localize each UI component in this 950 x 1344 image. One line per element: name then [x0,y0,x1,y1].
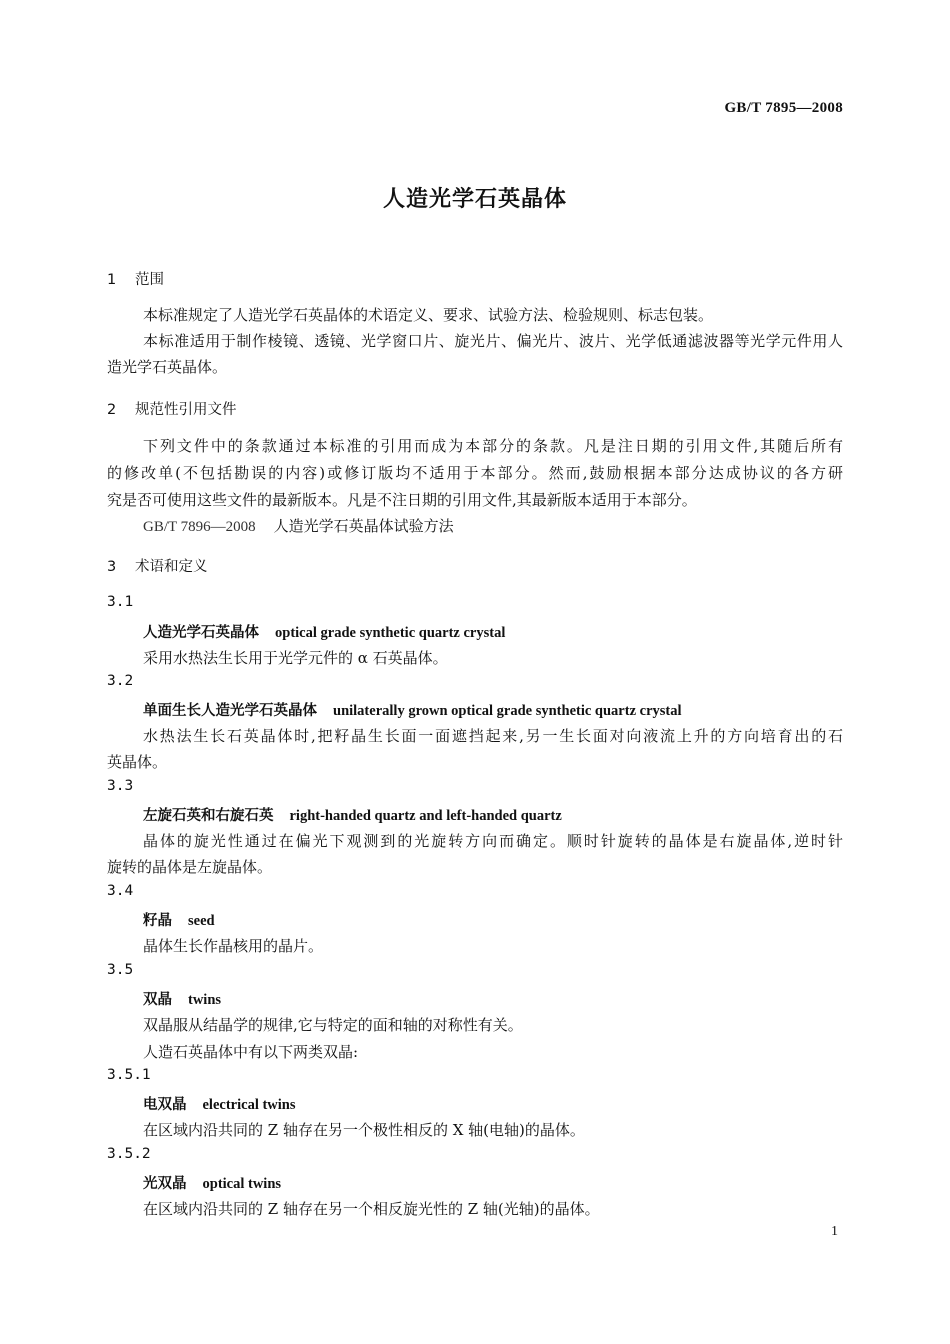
term-en: unilaterally grown optical grade synthetic quartz crystal [333,703,682,719]
term-heading [143,909,215,930]
section-number: 2 [107,402,117,418]
term-definition: 水热法生长石英晶体时,把籽晶生长面一面遮挡起来,另一生长面对向液流上升的方向培育出的石 [143,727,843,745]
term-heading [143,988,221,1009]
section-3-heading [107,555,208,576]
term-definition: 晶体生长作晶核用的晶片。 [143,937,324,955]
term-heading [143,621,505,642]
paragraph-continued: 的修改单(不包括勘误的内容)或修订版均不适用于本部分。然而,鼓励根据本部分达成协议的各方研 [107,464,843,482]
clause-number: 3.4 [107,883,134,899]
paragraph-continued: 造光学石英晶体。 [107,358,228,376]
section-title: 范围 [135,272,164,288]
term-definition-continued: 英晶体。 [107,753,168,771]
clause-number: 3.5.1 [107,1067,151,1083]
reference-title: 人造光学石英晶体试验方法 [273,517,454,535]
page-number: 1 [831,1224,838,1239]
term-zh: 人造光学石英晶体 [143,625,259,641]
section-title: 术语和定义 [135,559,208,575]
term-en: electrical twins [202,1097,296,1113]
section-number: 1 [107,272,117,288]
term-definition: 在区域内沿共同的 Z 轴存在另一个极性相反的 X 轴(电轴)的晶体。 [143,1121,585,1139]
section-title: 规范性引用文件 [135,402,237,418]
term-en: right-handed quartz and left-handed quartz [289,808,562,824]
term-zh: 籽晶 [143,913,172,929]
section-1-heading [107,268,164,289]
clause-number: 3.5 [107,962,134,978]
paragraph: 本标准适用于制作棱镜、透镜、光学窗口片、旋光片、偏光片、波片、光学低通滤波器等光学元件用人 [143,332,843,350]
clause-number: 3.1 [107,594,134,610]
term-definition: 晶体的旋光性通过在偏光下观测到的光旋转方向而确定。顺时针旋转的晶体是右旋晶体,逆时针 [143,832,843,850]
term-en: optical grade synthetic quartz crystal [275,625,506,641]
term-en: optical twins [202,1176,282,1192]
paragraph: 下列文件中的条款通过本标准的引用而成为本部分的条款。凡是注日期的引用文件,其随后所有 [143,437,843,455]
term-definition: 人造石英晶体中有以下两类双晶: [143,1043,359,1061]
term-definition: 在区域内沿共同的 Z 轴存在另一个相反旋光性的 Z 轴(光轴)的晶体。 [143,1200,600,1218]
term-heading [143,1093,296,1114]
document-title: 人造光学石英晶体 [382,187,567,212]
term-definition-continued: 旋转的晶体是左旋晶体。 [107,858,273,876]
reference-code: GB/T 7896—2008 [143,519,256,535]
normative-reference [143,515,454,536]
term-en: seed [188,913,215,929]
clause-number: 3.2 [107,673,134,689]
term-zh: 电双晶 [143,1097,187,1113]
paragraph: 本标准规定了人造光学石英晶体的术语定义、要求、试验方法、检验规则、标志包装。 [143,306,714,324]
term-heading [143,699,682,720]
standard-number: GB/T 7895—2008 [724,100,843,116]
clause-number: 3.3 [107,778,134,794]
paragraph-continued: 究是否可使用这些文件的最新版本。凡是不注日期的引用文件,其最新版本适用于本部分。 [107,491,697,509]
section-2-heading [107,398,237,419]
term-zh: 左旋石英和右旋石英 [143,808,274,824]
term-zh: 光双晶 [143,1176,187,1192]
term-definition: 采用水热法生长用于光学元件的 α 石英晶体。 [143,649,448,667]
term-zh: 双晶 [143,992,172,1008]
section-number: 3 [107,559,117,575]
term-zh: 单面生长人造光学石英晶体 [143,703,317,719]
term-en: twins [188,992,222,1008]
term-heading [143,1172,281,1193]
term-heading [143,804,562,825]
clause-number: 3.5.2 [107,1146,151,1162]
term-definition: 双晶服从结晶学的规律,它与特定的面和轴的对称性有关。 [143,1016,523,1034]
